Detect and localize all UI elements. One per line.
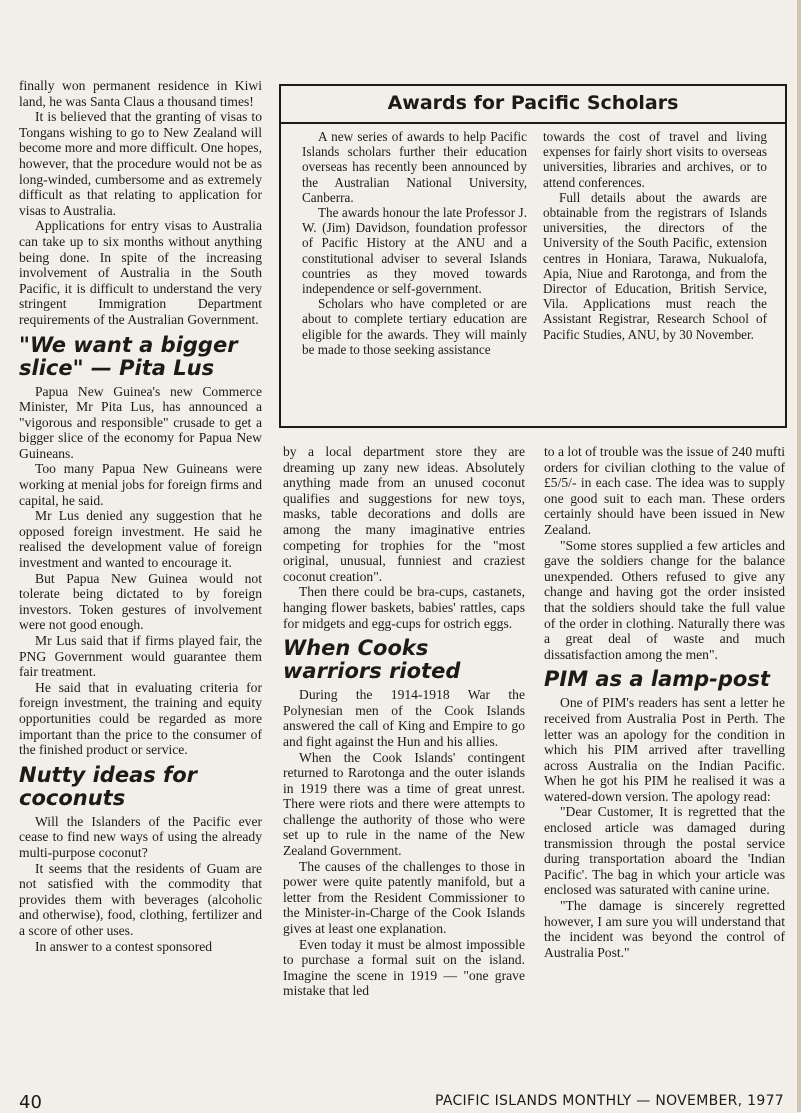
- paragraph: Mr Lus said that if firms played fair, the PNG Government would guarantee them fair treatment.: [19, 633, 262, 680]
- paragraph: Too many Papua New Guineans were working at menial jobs for foreign firms and capital, he said.: [19, 461, 262, 508]
- awards-box-divider: [281, 122, 785, 124]
- paragraph: It seems that the residents of Guam are not satisfied with the commodity that provides them with beverages (alcoholic and otherwise), food, clothing, fertilizer and a score of other uses.: [19, 860, 262, 938]
- paragraph: finally won permanent residence in Kiwi land, he was Santa Claus a thousand times!: [19, 78, 262, 109]
- page-number: 40: [19, 1092, 42, 1113]
- paragraph: Papua New Guinea's new Commerce Minister, Mr Pita Lus, has announced a "vigorous and responsible" crusade to get a bigger slice of the economy for Papua New Guineans.: [19, 383, 262, 461]
- paragraph: But Papua New Guinea would not tolerate being dictated to by foreign investors. Token gestures of involvement were not good enough.: [19, 570, 262, 633]
- paragraph: One of PIM's readers has sent a letter he received from Australia Post in Perth. The letter was an apology for the condition in which his PIM arrived after travelling across Australia on the Indian Pacific. When he got his PIM he realised it was a watered-down version. The apology read:: [544, 695, 785, 804]
- footer-publication: PACIFIC ISLANDS MONTHLY — NOVEMBER, 1977: [435, 1093, 784, 1109]
- paragraph: Will the Islanders of the Pacific ever cease to find new ways of using the already multi-purpose coconut?: [19, 813, 262, 860]
- paragraph: "Some stores supplied a few articles and gave the soldiers change for the balance unexpended. Others refused to give any change and having got the order insisted that the soldiers should take the full value of the order in clothing. Naturally there was a great deal of waste and much dissatisfaction among the men".: [544, 537, 785, 662]
- paragraph: to a lot of trouble was the issue of 240 mufti orders for civilian clothing to the value of £5/5/- in each case. The idea was to supply one good suit to each man. These orders certainly should have been issued in New Zealand.: [544, 444, 785, 537]
- headline-pita-lus: "We want a bigger slice" — Pita Lus: [19, 332, 238, 380]
- column-2: [283, 444, 525, 999]
- paragraph: "Dear Customer, It is regretted that the enclosed article was damaged during transmission through the postal service during transportation aboard the 'Indian Pacific'. The bag in which your article was enclosed was saturated with canine urine.: [544, 804, 785, 898]
- paragraph: The causes of the challenges to those in power were quite patently manifold, but a letter from the Resident Commissioner to the Minister-in-Charge of the Cook Islands gives at least one explanation.: [283, 858, 525, 937]
- paragraph: Scholars who have completed or are about to complete tertiary education are eligible for the awards. They will mainly be made to those seeking assistance: [302, 296, 527, 357]
- paragraph: He said that in evaluating criteria for foreign investment, the training and equity opportunities could be regarded as more important than the price to the consumer of the finished product or service.: [19, 679, 262, 758]
- awards-box-title: Awards for Pacific Scholars: [387, 92, 679, 114]
- paragraph: A new series of awards to help Pacific Islands scholars further their education overseas has recently been announced by the Australian National University, Canberra.: [302, 129, 527, 205]
- awards-box-column-2: [543, 129, 767, 342]
- paragraph: Applications for entry visas to Australia can take up to six months without anything being done. In spite of the increasing involvement of Australia in the South Pacific, it is difficult to understand the very stringent Immigration Department requirements of the Australian Government.: [19, 218, 262, 327]
- paragraph: It is believed that the granting of visas to Tongans wishing to go to New Zealand will become more and more difficult. One hopes, however, that the procedure would not be as long-winded, cumbersome and as extremely difficult as that relating to application for visas to Australia.: [19, 109, 262, 218]
- paragraph: In answer to a contest sponsored: [35, 938, 213, 954]
- column-3: [544, 444, 785, 960]
- paragraph: "The damage is sincerely regretted however, I am sure you will understand that the incident was beyond the control of Australia Post.": [544, 898, 785, 960]
- paragraph: The awards honour the late Professor J. W. (Jim) Davidson, foundation professor of Pacific History at the ANU and a constitutional adviser to several Islands countries as they moved towards independence or self-government.: [302, 205, 527, 297]
- paragraph: During the 1914-1918 War the Polynesian men of the Cook Islands answered the call of King and Empire to go and fight against the Hun and his allies.: [283, 687, 525, 749]
- paragraph: When the Cook Islands' contingent returned to Rarotonga and the outer islands in 1919 there was a time of great unrest. There were riots and there were attempts to challenge the authority of those who were set up to rule in the name of the New Zealand Government.: [283, 749, 525, 859]
- headline-cooks-warriors: When Cooks warriors rioted: [283, 636, 461, 684]
- column-1: [19, 78, 262, 954]
- paragraph: Full details about the awards are obtainable from the registrars of Islands universities, the directors of the University of the South Pacific, extension centres in Honiara, Tarawa, Nukualofa, Apia, Niue and Rarotonga, and from the Director of Education, British Service, Vila. Applications must reach the Assistant Registrar, Research School of Pacific Studies, ANU, by 30 November.: [543, 189, 767, 342]
- awards-box-column-1: [302, 129, 527, 357]
- headline-nutty-ideas: Nutty ideas for coconuts: [19, 762, 197, 810]
- paragraph: Mr Lus denied any suggestion that he opposed foreign investment. He said he realised the development value of foreign investment and wanted to encourage it.: [19, 508, 262, 571]
- page-edge-shadow: [797, 0, 801, 1112]
- paragraph: Even today it must be almost impossible to purchase a formal suit on the island. Imagine the scene in 1919 — "one grave mistake that led: [283, 936, 525, 999]
- paragraph: Then there could be bra-cups, castanets, hanging flower baskets, babies' rattles, caps for midgets and egg-cups for ostrich eggs.: [283, 584, 525, 631]
- awards-box: [279, 84, 787, 428]
- paragraph: towards the cost of travel and living expenses for fairly short visits to overseas universities, libraries and archives, or to attend conferences.: [543, 129, 767, 190]
- headline-pim-lamp-post: PIM as a lamp-post: [544, 667, 770, 692]
- paragraph: by a local department store they are dreaming up zany new ideas. Absolutely anything made from an unused coconut qualifies and suggestions for new toys, masks, table decorations and dolls are among the many imaginative entries competing for trophies for the "most original, unusual, funniest and craziest coconut creation".: [283, 444, 525, 584]
